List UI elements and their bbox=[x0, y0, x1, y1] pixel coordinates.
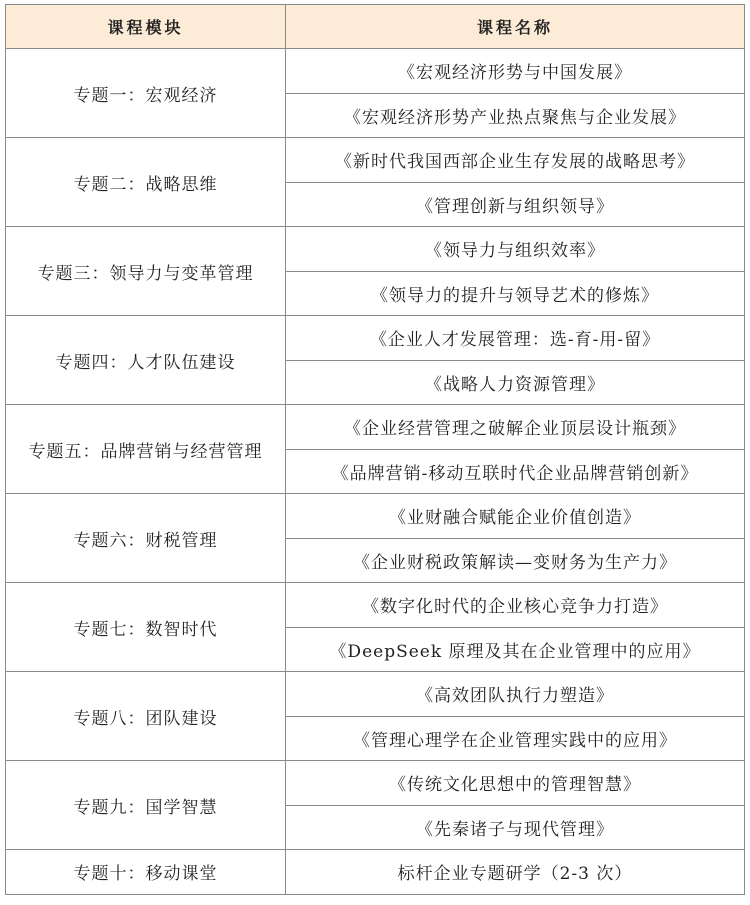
table-row bbox=[6, 227, 745, 272]
course-cell: 《先秦诸子与现代管理》 bbox=[286, 805, 745, 850]
module-cell: 专题九：国学智慧 bbox=[6, 761, 286, 850]
course-cell: 《管理创新与组织领导》 bbox=[286, 182, 745, 227]
course-cell: 《管理心理学在企业管理实践中的应用》 bbox=[286, 716, 745, 761]
module-cell: 专题七：数智时代 bbox=[6, 583, 286, 672]
course-cell: 《企业经营管理之破解企业顶层设计瓶颈》 bbox=[286, 405, 745, 450]
course-cell: 《DeepSeek 原理及其在企业管理中的应用》 bbox=[286, 627, 745, 672]
table-row bbox=[6, 761, 745, 806]
course-cell: 《领导力的提升与领导艺术的修炼》 bbox=[286, 271, 745, 316]
table-header-row bbox=[6, 5, 745, 49]
course-cell: 《品牌营销-移动互联时代企业品牌营销创新》 bbox=[286, 449, 745, 494]
table-row bbox=[6, 316, 745, 361]
header-course: 课程名称 bbox=[286, 5, 745, 49]
course-cell: 《企业人才发展管理：选-育-用-留》 bbox=[286, 316, 745, 361]
module-cell: 专题十：移动课堂 bbox=[6, 850, 286, 895]
module-cell: 专题一：宏观经济 bbox=[6, 49, 286, 138]
course-cell: 《宏观经济形势与中国发展》 bbox=[286, 49, 745, 94]
course-cell: 《宏观经济形势产业热点聚焦与企业发展》 bbox=[286, 93, 745, 138]
course-cell: 标杆企业专题研学（2-3 次） bbox=[286, 850, 745, 895]
table-row bbox=[6, 850, 745, 895]
table-row bbox=[6, 583, 745, 628]
course-cell: 《传统文化思想中的管理智慧》 bbox=[286, 761, 745, 806]
header-module: 课程模块 bbox=[6, 5, 286, 49]
module-cell: 专题四：人才队伍建设 bbox=[6, 316, 286, 405]
course-cell: 《领导力与组织效率》 bbox=[286, 227, 745, 272]
course-cell: 《企业财税政策解读—变财务为生产力》 bbox=[286, 538, 745, 583]
module-cell: 专题六：财税管理 bbox=[6, 494, 286, 583]
table-row bbox=[6, 138, 745, 183]
course-cell: 《数字化时代的企业核心竞争力打造》 bbox=[286, 583, 745, 628]
course-table bbox=[5, 4, 745, 895]
course-cell: 《业财融合赋能企业价值创造》 bbox=[286, 494, 745, 539]
table-row bbox=[6, 494, 745, 539]
table-row bbox=[6, 672, 745, 717]
table-row bbox=[6, 405, 745, 450]
module-cell: 专题二：战略思维 bbox=[6, 138, 286, 227]
module-cell: 专题三：领导力与变革管理 bbox=[6, 227, 286, 316]
course-cell: 《新时代我国西部企业生存发展的战略思考》 bbox=[286, 138, 745, 183]
table-row bbox=[6, 49, 745, 94]
course-cell: 《高效团队执行力塑造》 bbox=[286, 672, 745, 717]
module-cell: 专题五：品牌营销与经营管理 bbox=[6, 405, 286, 494]
module-cell: 专题八：团队建设 bbox=[6, 672, 286, 761]
course-cell: 《战略人力资源管理》 bbox=[286, 360, 745, 405]
